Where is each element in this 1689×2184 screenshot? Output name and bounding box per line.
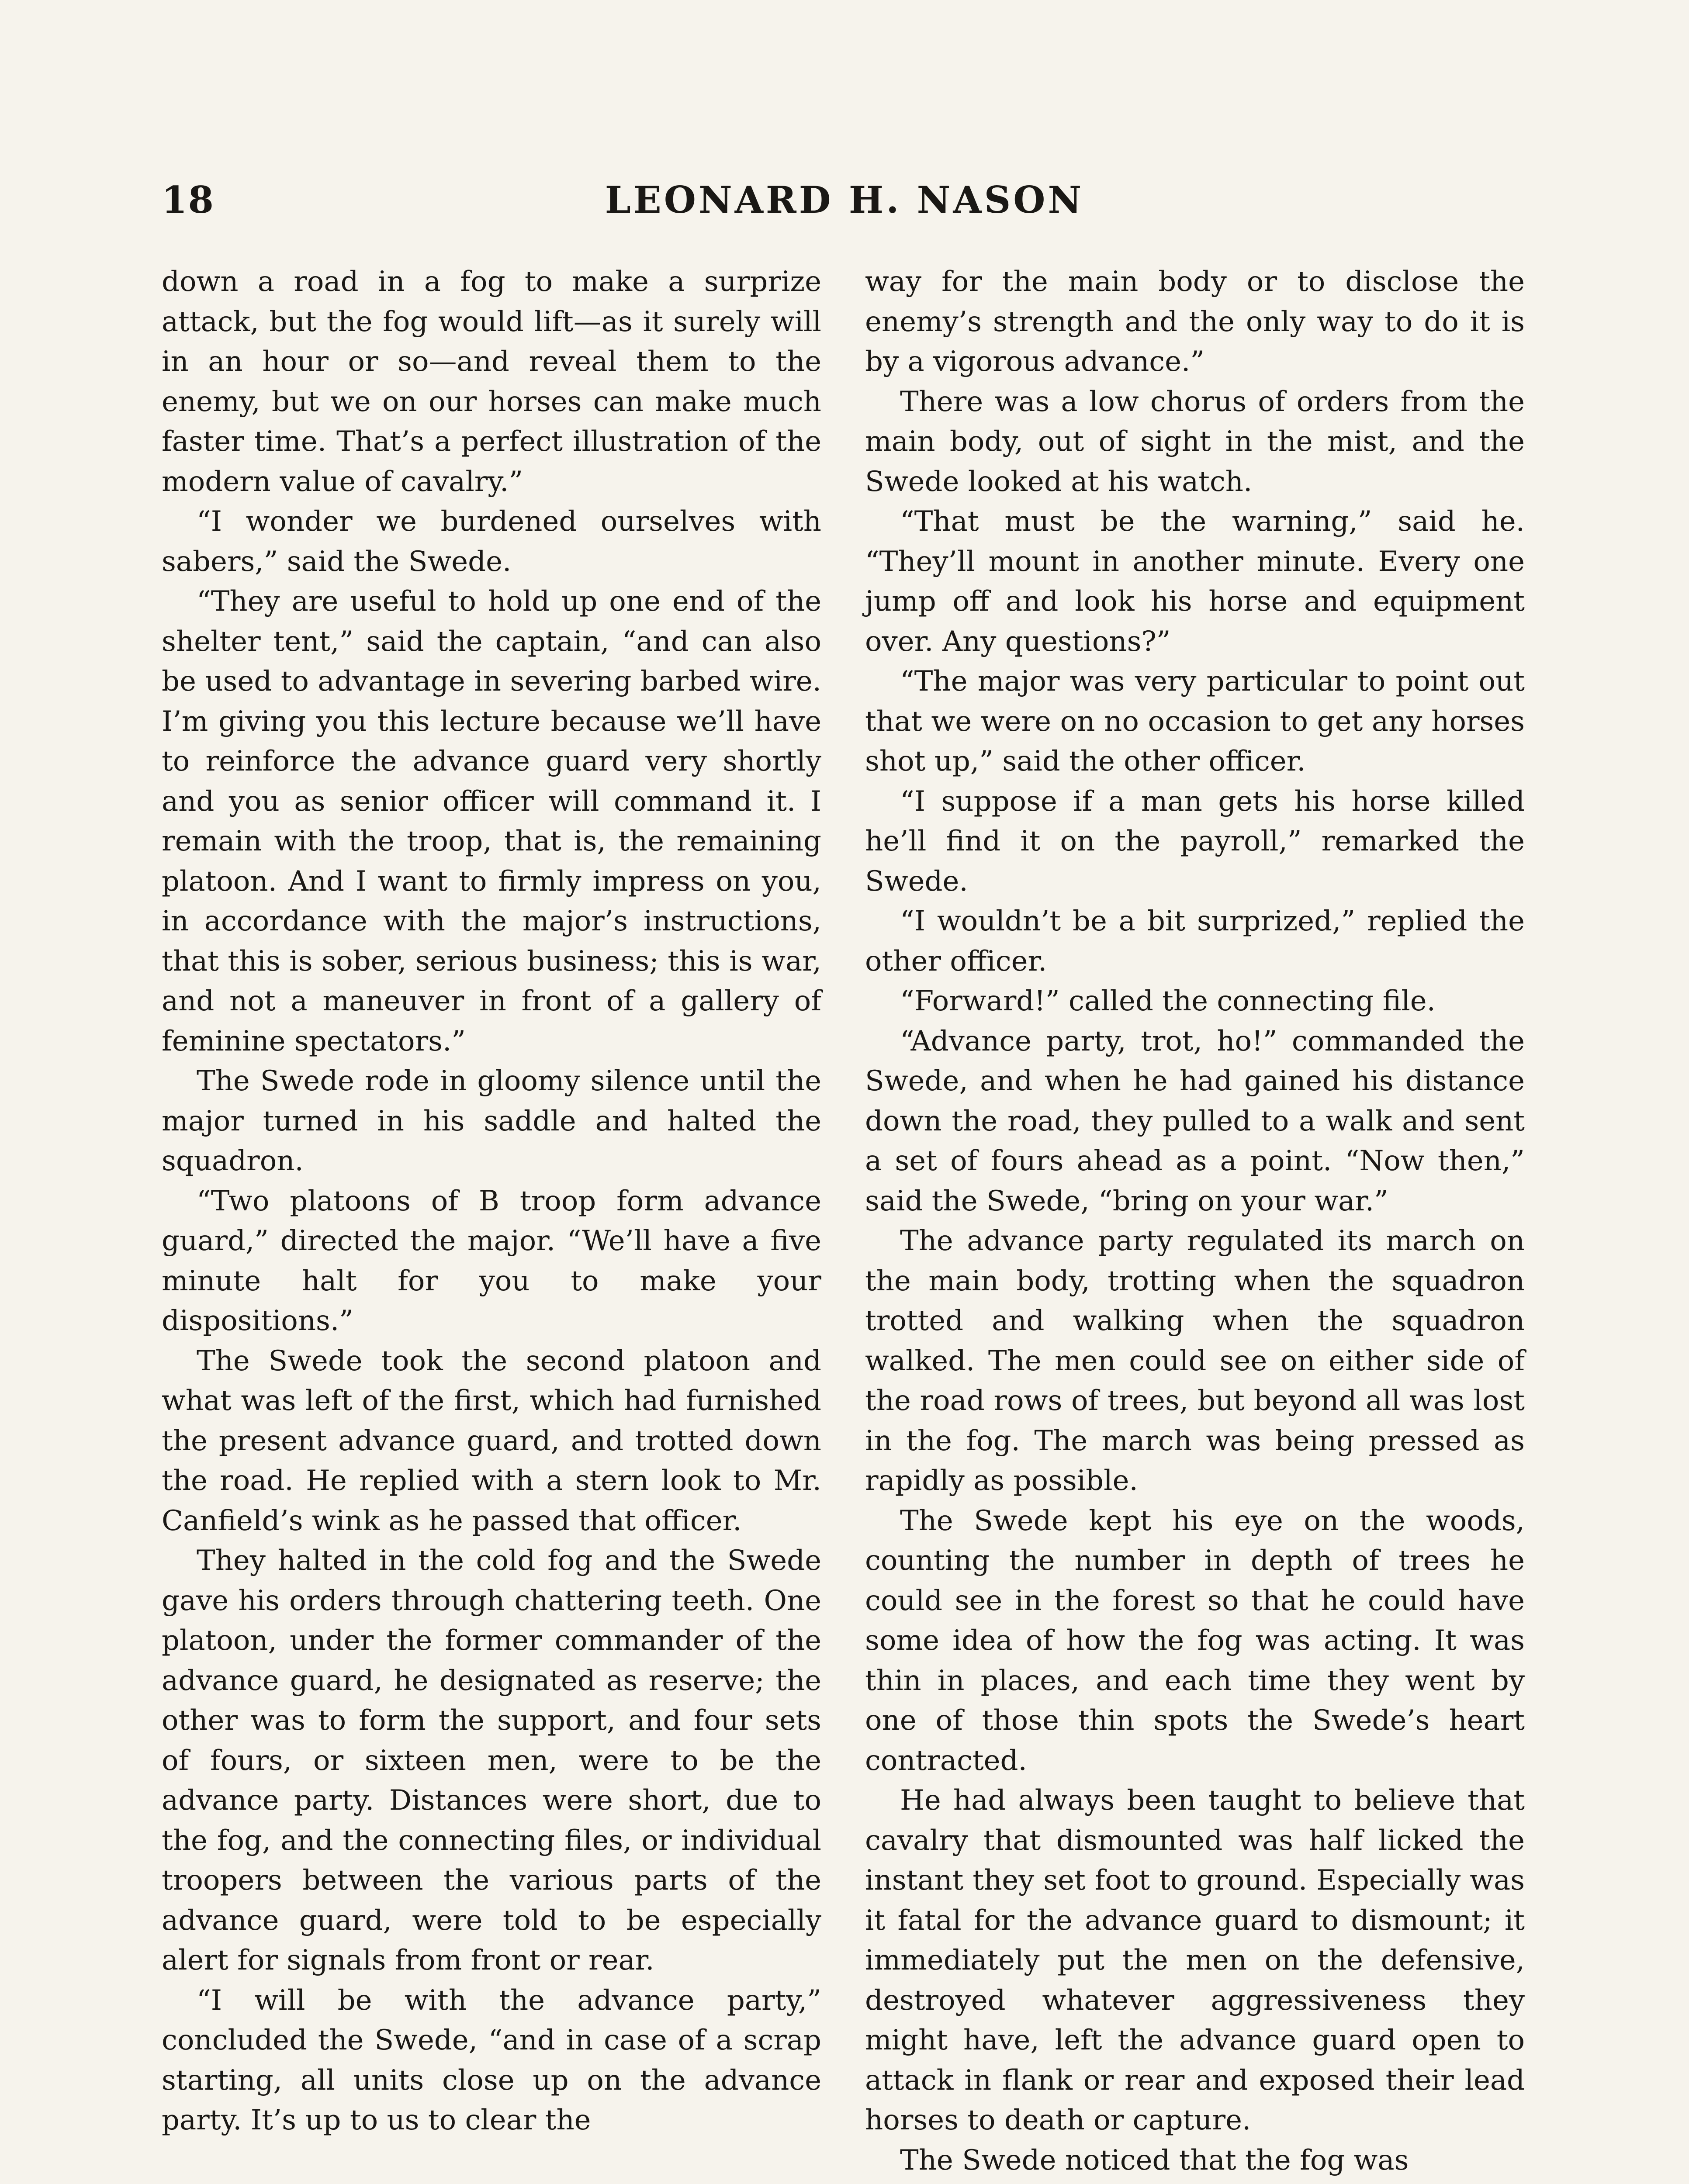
right-column [865, 262, 1525, 2181]
paragraph: The advance party regulated its march on the main body, trotting when the squadron trotted and walking when the squadron walked. The men could see on either side of the road rows of trees, but beyond all was lost in the fog. The march was being pressed as rapidly as possible. [865, 1225, 1525, 1497]
paragraph: There was a low chorus of orders from the main body, out of sight in the mist, and the Swede looked at his watch. [865, 385, 1525, 498]
paragraph: “I will be with the advance party,” concluded the Swede, “and in case of a scrap starting, all units close up on the advance party. It’s up to us to clear the [162, 1984, 821, 2136]
paragraph: The Swede took the second platoon and what was left of the first, which had furnished the present advance guard, and trotted down the road. He replied with a stern look to Mr. Canfield’s wink as he passed that officer. [162, 1344, 821, 1537]
paragraph: “I suppose if a man gets his horse killed he’ll find it on the payroll,” remarked the Swede. [865, 785, 1525, 898]
paragraph: down a road in a fog to make a surprize attack, but the fog would lift—as it surely will in an hour or so—and reveal them to the enemy, but we on our horses can make much faster time. That’s a perfect illustration of the modern value of cavalry.” [162, 266, 821, 498]
page-number: 18 [162, 178, 215, 221]
paragraph: “Two platoons of B troop form advance guard,” directed the major. “We’ll have a five minute halt for you to make your dispositions.” [162, 1185, 821, 1337]
paragraph: “I wonder we burdened ourselves with sabers,” said the Swede. [162, 505, 821, 578]
paragraph: way for the main body or to disclose the enemy’s strength and the only way to do it is by a vigorous advance.” [865, 266, 1525, 378]
paragraph: The Swede rode in gloomy silence until the major turned in his saddle and halted the squadron. [162, 1065, 821, 1177]
paragraph: “I wouldn’t be a bit surprized,” replied the other officer. [865, 905, 1525, 978]
paragraph: “The major was very particular to point out that we were on no occasion to get any horses shot up,” said the other officer. [865, 665, 1525, 778]
paragraph: “That must be the warning,” said he. “They’ll mount in another minute. Every one jump off and look his horse and equipment over. Any questions?” [865, 505, 1525, 658]
paragraph: He had always been taught to believe that cavalry that dismounted was half licked the instant they set foot to ground. Especially was it fatal for the advance guard to dismount; it immediately put the men on the defensive, destroyed whatever aggressiveness they might have, left the advance guard open to attack in flank or rear and exposed their lead horses to death or capture. [865, 1784, 1525, 2136]
running-head: LEONARD H. NASON [605, 178, 1084, 221]
left-column [162, 262, 821, 2141]
paragraph: “They are useful to hold up one end of the shelter tent,” said the captain, “and can also be used to advantage in severing barbed wire. I’m giving you this lecture because we’ll have to reinforce the advance guard very shortly and you as senior officer will command it. I remain with the troop, that is, the remaining platoon. And I want to firmly impress on you, in accordance with the major’s instructions, that this is sober, serious business; this is war, and not a maneuver in front of a gallery of feminine spectators.” [162, 585, 821, 1057]
paragraph: The Swede noticed that the fog was [900, 2144, 1409, 2177]
paragraph: They halted in the cold fog and the Swede gave his orders through chattering teeth. One platoon, under the former commander of the advance guard, he designated as reserve; the other was to form the support, and four sets of fours, or sixteen men, were to be the advance party. Distances were short, due to the fog, and the connecting files, or individual troopers between the various parts of the advance guard, were told to be especially alert for signals from front or rear. [162, 1545, 821, 1977]
paragraph: The Swede kept his eye on the woods, counting the number in depth of trees he could see in the forest so that he could have some idea of how the fog was acting. It was thin in places, and each time they went by one of those thin spots the Swede’s heart contracted. [865, 1504, 1525, 1777]
paragraph: “Advance party, trot, ho!” commanded the Swede, and when he had gained his distance down the road, they pulled to a walk and sent a set of fours ahead as a point. “Now then,” said the Swede, “bring on your war.” [865, 1025, 1525, 1217]
paragraph: “Forward!” called the connecting file. [900, 985, 1436, 1017]
